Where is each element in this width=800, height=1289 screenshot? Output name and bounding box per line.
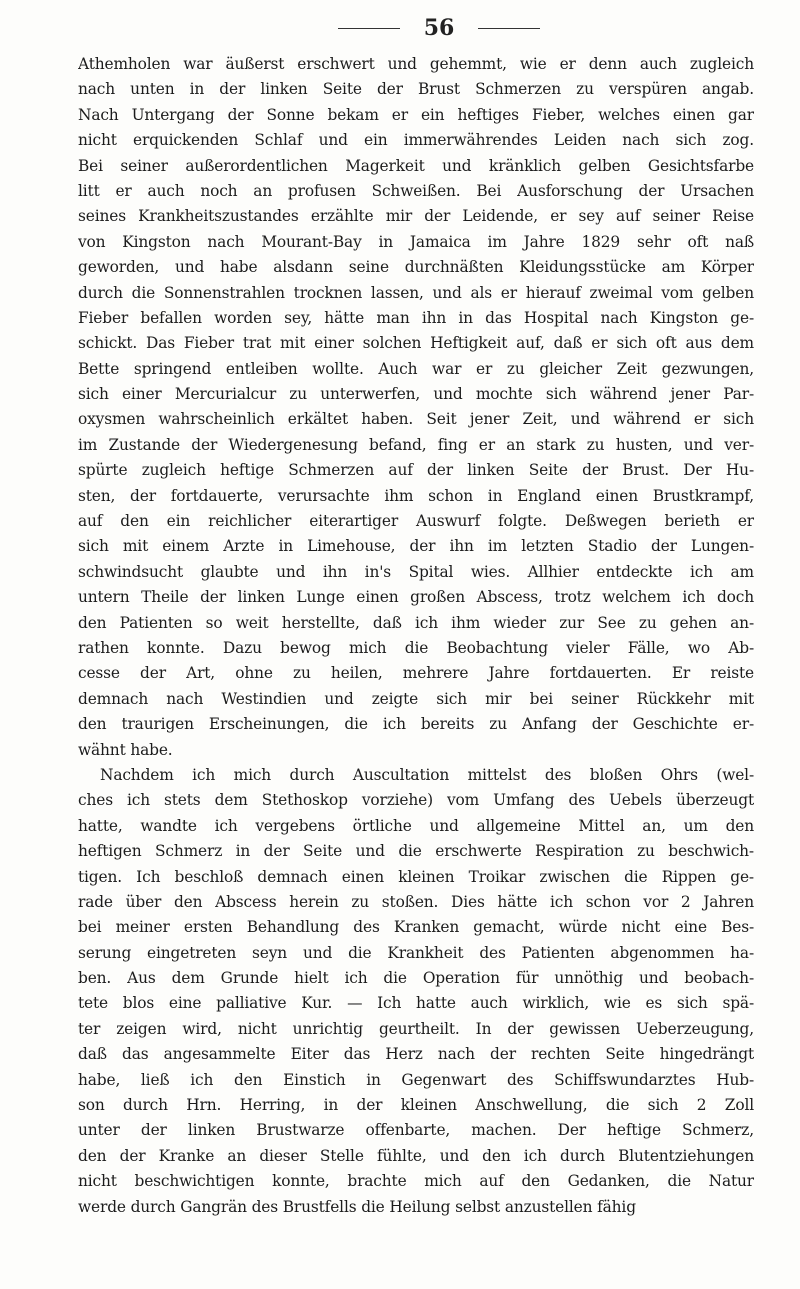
text-line: spürte zugleich heftige Schmerzen auf der linken Seite der Brust. Der Hu-	[78, 461, 754, 480]
text-line: serung eingetreten seyn und die Krankheit des Patienten abgenommen ha-	[78, 943, 754, 962]
text-line: seines Krankheitszustandes erzählte mir der Leidende, er sey auf seiner Reise	[78, 207, 754, 226]
text-line: bei meiner ersten Behandlung des Kranken gemacht, würde nicht eine Bes-	[78, 918, 754, 937]
text-line: wähnt habe.	[78, 740, 173, 759]
body-text	[78, 52, 754, 1277]
text-line: sich mit einem Arzte in Limehouse, der ihn im letzten Stadio der Lungen-	[78, 537, 754, 556]
text-line: im Zustande der Wiedergenesung befand, fing er an stark zu husten, und ver-	[78, 435, 754, 454]
text-line: Fieber befallen worden sey, hätte man ihn in das Hospital nach Kingston ge-	[78, 308, 754, 327]
text-line: auf den ein reichlicher eiterartiger Auswurf folgte. Deßwegen berieth er	[78, 512, 754, 531]
text-line: hatte, wandte ich vergebens örtliche und allgemeine Mittel an, um den	[78, 816, 754, 835]
text-line: nach unten in der linken Seite der Brust Schmerzen zu verspüren angab.	[78, 80, 754, 99]
text-line: ches ich stets dem Stethoskop vorziehe) vom Umfang des Uebels überzeugt	[78, 791, 754, 810]
text-line: von Kingston nach Mourant-Bay in Jamaica im Jahre 1829 sehr oft naß	[78, 232, 754, 251]
text-line: unter der linken Brustwarze offenbarte, machen. Der heftige Schmerz,	[78, 1121, 754, 1140]
text-line: schwindsucht glaubte und ihn in's Spital wies. Allhier entdeckte ich am	[78, 562, 754, 581]
text-line: geworden, und habe alsdann seine durchnäßten Kleidungsstücke am Körper	[78, 258, 754, 277]
text-line: tigen. Ich beschloß demnach einen kleinen Troikar zwischen die Rippen ge-	[78, 867, 754, 886]
text-line: Nachdem ich mich durch Auscultation mittelst des bloßen Ohrs (wel-	[100, 765, 754, 784]
text-line: untern Theile der linken Lunge einen großen Abscess, trotz welchem ich doch	[78, 588, 754, 607]
text-line: ben. Aus dem Grunde hielt ich die Operation für unnöthig und beobach-	[78, 969, 754, 988]
text-line: ter zeigen wird, nicht unrichtig geurtheilt. In der gewissen Ueberzeugung,	[78, 1019, 754, 1038]
text-line: heftigen Schmerz in der Seite und die erschwerte Respiration zu beschwich-	[78, 842, 754, 861]
text-line: sten, der fortdauerte, verursachte ihm schon in England einen Brustkrampf,	[78, 486, 754, 505]
text-line: Bei seiner außerordentlichen Magerkeit und kränklich gelben Gesichtsfarbe	[78, 156, 754, 175]
text-line: tete blos eine palliative Kur. — Ich hatte auch wirklich, wie es sich spä-	[78, 994, 754, 1013]
text-line: den Patienten so weit herstellte, daß ich ihm wieder zur See zu gehen an-	[78, 613, 754, 632]
text-line: durch die Sonnenstrahlen trocknen lassen, und als er hierauf zweimal vom gelben	[78, 283, 754, 302]
header-rule-left	[338, 28, 400, 29]
text-line: son durch Hrn. Herring, in der kleinen Anschwellung, die sich 2 Zoll	[78, 1096, 754, 1115]
text-line: den traurigen Erscheinungen, die ich bereits zu Anfang der Geschichte er-	[78, 715, 754, 734]
text-line: Athemholen war äußerst erschwert und gehemmt, wie er denn auch zugleich	[78, 55, 754, 73]
text-line: demnach nach Westindien und zeigte sich mir bei seiner Rückkehr mit	[78, 689, 754, 708]
text-line: Bette springend entleiben wollte. Auch war er zu gleicher Zeit gezwungen,	[78, 359, 754, 378]
text-line: rathen konnte. Dazu bewog mich die Beobachtung vieler Fälle, wo Ab-	[78, 638, 754, 657]
text-line: den der Kranke an dieser Stelle fühlte, und den ich durch Blutentziehungen	[78, 1146, 754, 1165]
paragraph	[78, 763, 754, 1220]
text-line: daß das angesammelte Eiter das Herz nach der rechten Seite hingedrängt	[78, 1045, 754, 1064]
text-line: werde durch Gangrän des Brustfells die Heilung selbst anzustellen fähig	[78, 1197, 636, 1216]
text-line: nicht erquickenden Schlaf und ein immerwährendes Leiden nach sich zog.	[78, 131, 754, 150]
text-line: nicht beschwichtigen konnte, brachte mich auf den Gedanken, die Natur	[78, 1172, 754, 1191]
page-header	[0, 14, 800, 44]
paragraph	[78, 52, 754, 763]
text-line: cesse der Art, ohne zu heilen, mehrere Jahre fortdauerten. Er reiste	[78, 664, 754, 683]
header-rule-right	[478, 28, 540, 29]
text-line: sich einer Mercurialcur zu unterwerfen, und mochte sich während jener Par-	[78, 385, 754, 404]
text-line: rade über den Abscess herein zu stoßen. Dies hätte ich schon vor 2 Jahren	[78, 892, 754, 911]
text-line: schickt. Das Fieber trat mit einer solchen Heftigkeit auf, daß er sich oft aus dem	[78, 334, 754, 353]
page-number: 56	[423, 15, 455, 41]
text-line: habe, ließ ich den Einstich in Gegenwart des Schiffswundarztes Hub-	[78, 1070, 754, 1089]
text-line: Nach Untergang der Sonne bekam er ein heftiges Fieber, welches einen gar	[78, 105, 754, 124]
text-line: litt er auch noch an profusen Schweißen. Bei Ausforschung der Ursachen	[78, 181, 754, 200]
text-line: oxysmen wahrscheinlich erkältet haben. Seit jener Zeit, und während er sich	[78, 410, 754, 429]
